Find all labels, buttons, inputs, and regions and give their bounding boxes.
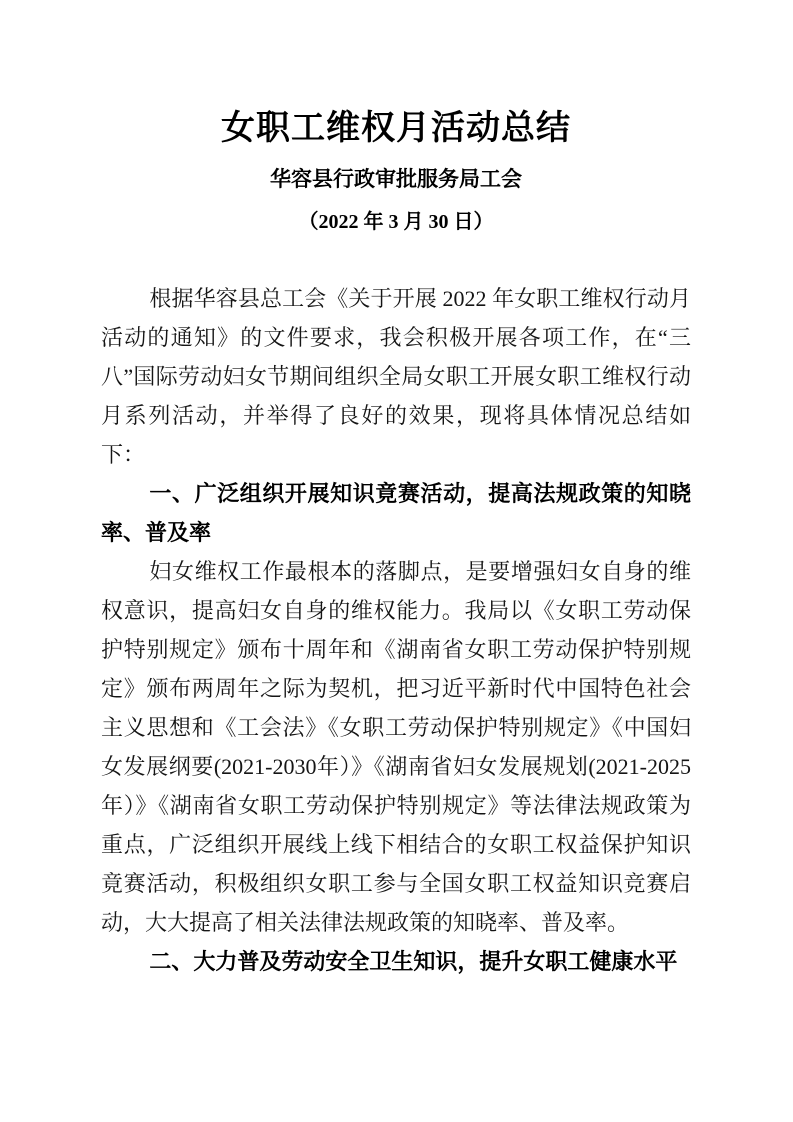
section-heading-1: 一、广泛组织开展知识竟赛活动，提高法规政策的知晓率、普及率 (101, 481, 691, 545)
document-date: （2022 年 3 月 30 日） (298, 211, 494, 233)
paragraph-intro: 根据华容县总工会《关于开展 2022 年女职工维权行动月活动的通知》的文件要求，我会积极开展各项工作，在“三八”国际劳动妇女节期间组织全局女职工开展女职工维权行动月系列活动，并举得了良好的效果，现将具体情况总结如下： (101, 286, 691, 467)
document-subtitle: 华容县行政审批服务局工会 (270, 167, 522, 191)
section-heading-2: 二、大力普及劳动安全卫生知识，提升女职工健康水平 (149, 949, 678, 974)
document-title: 女职工维权月活动总结 (221, 109, 571, 147)
document-body (101, 279, 691, 981)
paragraph-section-1: 妇女维权工作最根本的落脚点，是要增强妇女自身的维权意识，提高妇女自身的维权能力。我局以《女职工劳动保护特别规定》颁布十周年和《湖南省女职工劳动保护特别规定》颁布两周年之际为契机，把习近平新时代中国特色社会主义思想和《工会法》《女职工劳动保护特别规定》《中国妇女发展纲要(2021-2030年）》《湖南省妇女发展规划(2021-2025年）》《湖南省女职工劳动保护特别规定》等法律法规政策为重点，广泛组织开展线上线下相结合的女职工权益保护知识竟赛活动，积极组织女职工参与全国女职工权益知识竞赛启动，大大提高了相关法律法规政策的知晓率、普及率。 (101, 559, 691, 935)
